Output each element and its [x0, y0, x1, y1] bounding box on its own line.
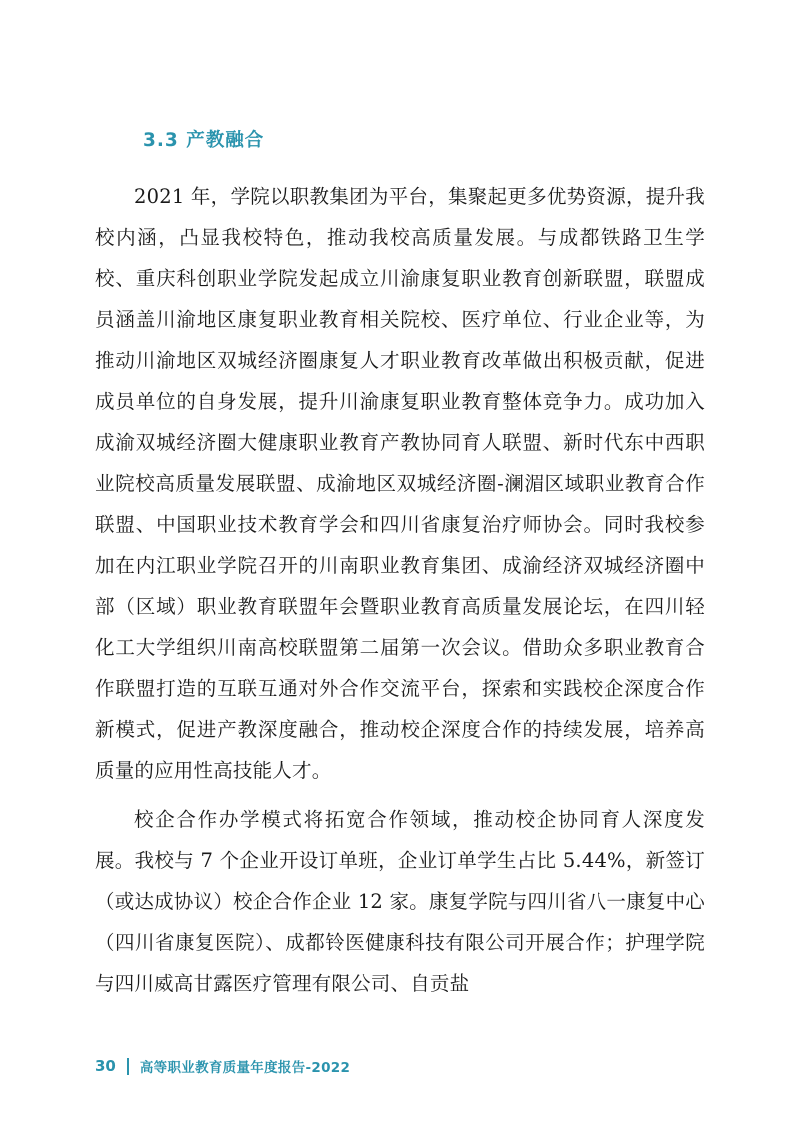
body-paragraph-2: 校企合作办学模式将拓宽合作领域，推动校企协同育人深度发展。我校与 7 个企业开设订单班，企业订单学生占比 5.44%，新签订（或达成协议）校企合作企业 12 家。康复学院与四川省八一康复中心（四川省康复医院）、成都铃医健康科技有限公司开展合作；护理学院与四川威高甘露医疗管理有限公司、自贡盐 [95, 808, 705, 995]
section-heading: 3.3 产教融合 [143, 130, 265, 151]
footer-divider [127, 1058, 129, 1075]
footer-running-title: 高等职业教育质量年度报告-2022 [139, 1060, 351, 1076]
page-number: 30 [95, 1057, 116, 1075]
page-content [95, 126, 705, 1006]
page-footer [95, 1056, 350, 1076]
body-paragraph-1: 2021 年，学院以职教集团为平台，集聚起更多优势资源，提升我校内涵，凸显我校特色，推动我校高质量发展。与成都铁路卫生学校、重庆科创职业学院发起成立川渝康复职业教育创新联盟，联盟成员涵盖川渝地区康复职业教育相关院校、医疗单位、行业企业等，为推动川渝地区双城经济圈康复人才职业教育改革做出积极贡献，促进成员单位的自身发展，提升川渝康复职业教育整体竞争力。成功加入成渝双城经济圈大健康职业教育产教协同育人联盟、新时代东中西职业院校高质量发展联盟、成渝地区双城经济圈-澜湄区域职业教育合作联盟、中国职业技术教育学会和四川省康复治疗师协会。同时我校参加在内江职业学院召开的川南职业教育集团、成渝经济双城经济圈中部（区域）职业教育联盟年会暨职业教育高质量发展论坛，在四川轻化工大学组织川南高校联盟第二届第一次会议。借助众多职业教育合作联盟打造的互联互通对外合作交流平台，探索和实践校企深度合作新模式，促进产教深度融合，推动校企深度合作的持续发展，培养高质量的应用性高技能人才。 [95, 185, 705, 782]
